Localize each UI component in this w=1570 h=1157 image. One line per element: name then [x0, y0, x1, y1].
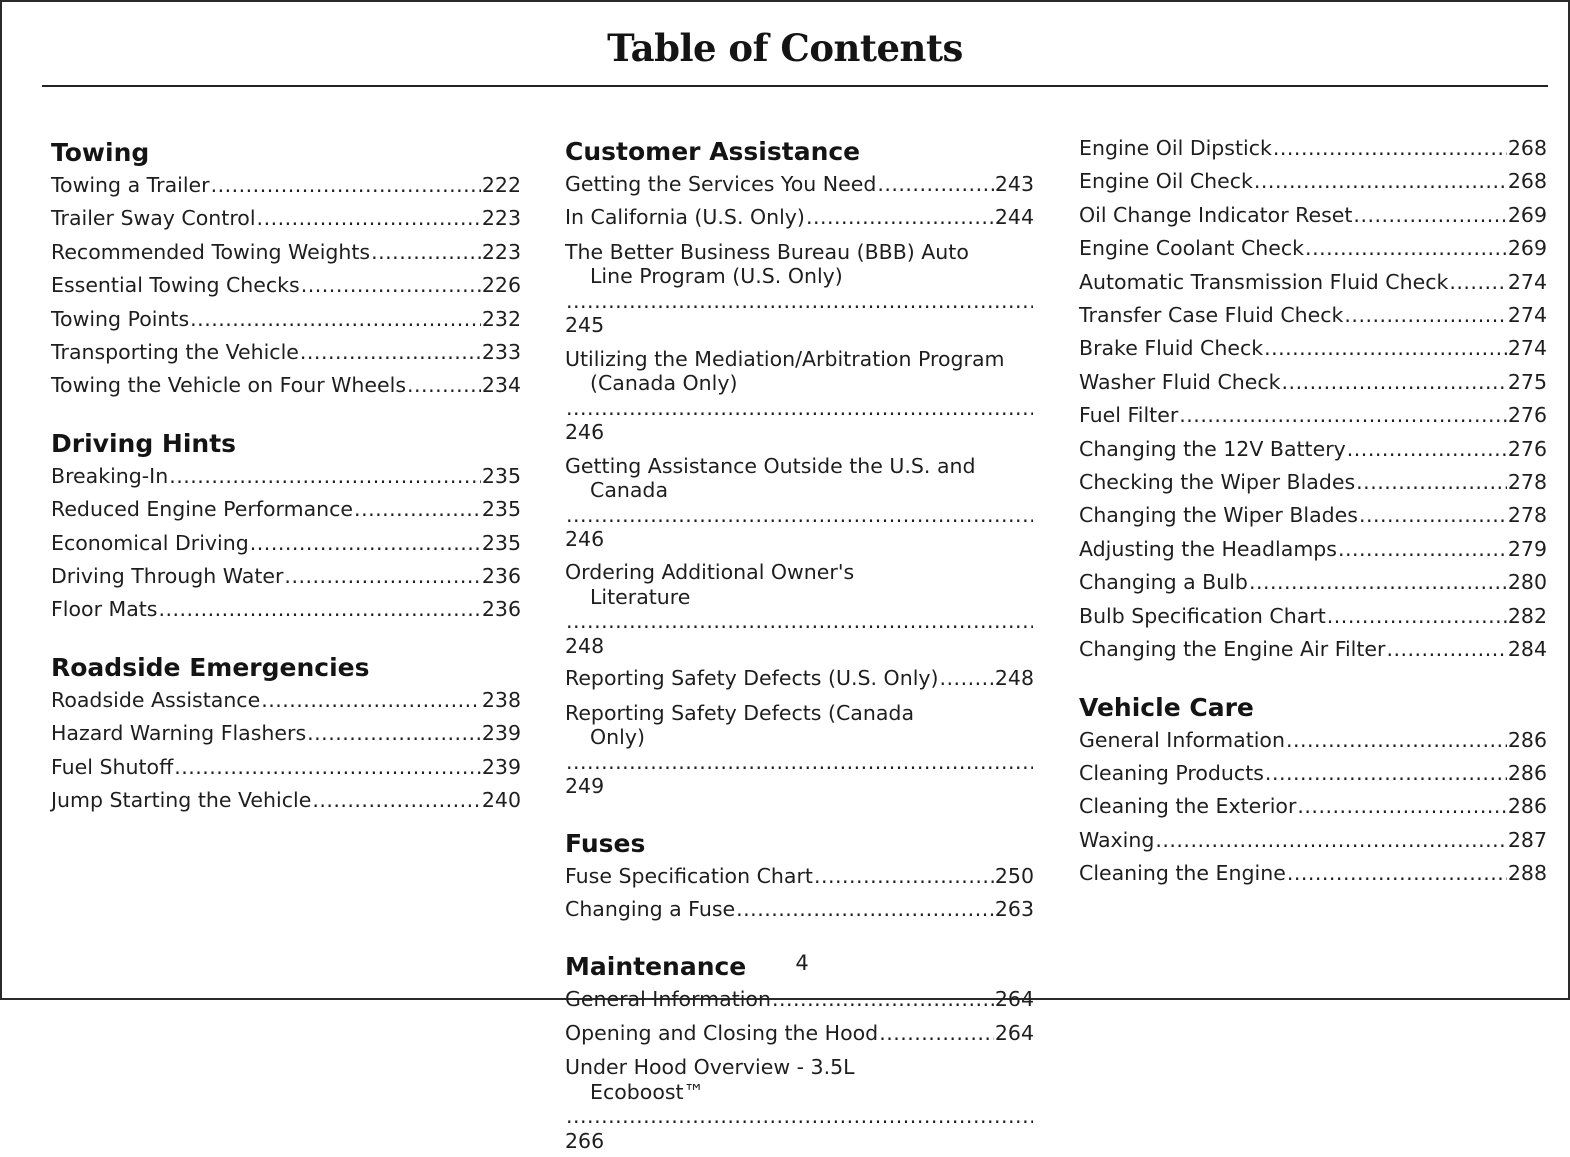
- toc-section: [1079, 132, 1547, 667]
- dot-leader: [1356, 466, 1507, 499]
- toc-entry[interactable]: [565, 555, 1034, 662]
- entry-title: Trailer Sway Control: [51, 206, 256, 231]
- toc-entry[interactable]: [51, 593, 521, 626]
- entry-page-number: 263: [994, 897, 1034, 922]
- toc-entry[interactable]: [51, 236, 521, 269]
- dot-leader: [169, 460, 481, 493]
- toc-entry[interactable]: [1079, 757, 1547, 790]
- entry-title: Getting the Services You Need: [565, 172, 877, 196]
- dot-leader: [566, 750, 1033, 775]
- toc-entry[interactable]: [51, 684, 521, 717]
- toc-entry[interactable]: [1079, 499, 1547, 532]
- dot-leader: [1265, 757, 1507, 790]
- dot-leader: [1273, 132, 1507, 165]
- toc-entry[interactable]: [1079, 299, 1547, 332]
- entry-title: Changing a Fuse: [565, 897, 736, 922]
- entry-page-number: 274: [1507, 336, 1547, 361]
- entry-page-number: 248: [565, 633, 605, 658]
- entry-page-number: 269: [1507, 236, 1547, 261]
- entry-page-number: 236: [481, 597, 521, 622]
- toc-entry[interactable]: [565, 983, 1034, 1016]
- dot-leader: [1386, 633, 1506, 666]
- dot-leader: [566, 1104, 1033, 1129]
- section-heading: Roadside Emergencies: [51, 652, 370, 682]
- entry-page-number: 274: [1507, 303, 1547, 328]
- entry-title-line-2: Canada: [590, 478, 669, 503]
- dot-leader: [1264, 332, 1507, 365]
- entry-page-number: 268: [1507, 169, 1547, 194]
- dot-leader: [284, 560, 480, 593]
- dot-leader: [250, 527, 481, 560]
- dot-leader: [566, 609, 1033, 634]
- entry-title-line-2: Only): [590, 725, 645, 750]
- entry-page-number: 235: [481, 463, 521, 488]
- dot-leader: [1287, 857, 1507, 890]
- entry-title: Adjusting the Headlamps: [1079, 536, 1337, 561]
- entry-title: Engine Oil Dipstick: [1079, 136, 1272, 160]
- entry-page-number: 249: [565, 774, 605, 799]
- dot-leader: [1344, 299, 1506, 332]
- entry-title-line-1: Reporting Safety Defects (Canada: [565, 700, 915, 725]
- toc-entry[interactable]: [51, 303, 521, 336]
- entry-title: Transporting the Vehicle: [51, 340, 299, 365]
- entry-title: Essential Towing Checks: [51, 273, 300, 298]
- dot-leader: [1449, 266, 1506, 299]
- toc-entry[interactable]: [1079, 790, 1547, 823]
- dot-leader: [1254, 165, 1507, 198]
- entry-title: Changing the 12V Battery: [1079, 436, 1346, 461]
- toc-entry[interactable]: [1079, 466, 1547, 499]
- dot-leader: [312, 784, 481, 817]
- entry-title: Cleaning the Exterior: [1079, 794, 1297, 819]
- toc-entry[interactable]: [1079, 132, 1547, 165]
- toc-section: [565, 828, 1034, 927]
- section-heading: Towing: [51, 138, 150, 167]
- toc-column-1: [51, 137, 521, 818]
- entry-title-line-1: Ordering Additional Owner's: [565, 560, 855, 585]
- dot-leader: [301, 269, 481, 302]
- toc-entry[interactable]: [565, 449, 1034, 556]
- toc-section: [51, 137, 521, 403]
- section-heading: Maintenance: [565, 952, 747, 982]
- entry-page-number: 236: [481, 564, 521, 589]
- dot-leader: [174, 751, 481, 784]
- entry-page-number: 278: [1507, 503, 1547, 528]
- entry-page-number: 238: [481, 687, 521, 712]
- toc-entry[interactable]: [51, 460, 521, 493]
- entry-page-number: 240: [481, 788, 521, 813]
- entry-title: In California (U.S. Only): [565, 205, 805, 230]
- dot-leader: [814, 860, 994, 893]
- dot-leader: [1359, 499, 1507, 532]
- entry-title: Jump Starting the Vehicle: [51, 788, 312, 813]
- entry-title: Towing the Vehicle on Four Wheels: [51, 373, 407, 398]
- entry-title: Transfer Case Fluid Check: [1079, 303, 1344, 328]
- entry-title: General Information: [565, 987, 771, 1012]
- entry-page-number: 280: [1507, 570, 1547, 595]
- entry-page-number: 264: [994, 987, 1034, 1012]
- toc-entry[interactable]: [565, 201, 1034, 234]
- toc-entry[interactable]: [565, 342, 1034, 449]
- toc-column-2: [565, 136, 1034, 1157]
- entry-page-number: 250: [994, 863, 1034, 888]
- entry-page-number: 268: [1507, 136, 1547, 160]
- entry-title: Changing the Wiper Blades: [1079, 503, 1358, 528]
- entry-title: Changing a Bulb: [1079, 570, 1248, 595]
- toc-entry[interactable]: [1079, 857, 1547, 890]
- toc-entry[interactable]: [51, 751, 521, 784]
- page-title: Table of Contents: [607, 26, 963, 70]
- dot-leader: [1347, 433, 1507, 466]
- toc-entry[interactable]: [565, 1017, 1034, 1050]
- toc-entry[interactable]: [1079, 199, 1547, 232]
- entry-title: Floor Mats: [51, 597, 158, 622]
- entry-title: Oil Change Indicator Reset: [1079, 202, 1353, 227]
- entry-title: Automatic Transmission Fluid Check: [1079, 269, 1449, 294]
- entry-title: Brake Fluid Check: [1079, 336, 1264, 361]
- entry-title: Cleaning Products: [1079, 760, 1264, 785]
- entry-title-line-2: Literature: [590, 584, 691, 609]
- toc-entry[interactable]: [51, 202, 521, 235]
- entry-page-number: 286: [1507, 727, 1547, 752]
- entry-title: Fuse Specification Chart: [565, 863, 813, 888]
- toc-entry[interactable]: [51, 717, 521, 750]
- entry-title-line-1: The Better Business Bureau (BBB) Auto: [565, 239, 969, 264]
- toc-section: [565, 136, 1034, 803]
- toc-entry[interactable]: [565, 696, 1034, 803]
- toc-entry[interactable]: [51, 493, 521, 526]
- entry-title: Changing the Engine Air Filter: [1079, 637, 1386, 662]
- dot-leader: [371, 236, 481, 269]
- toc-entry[interactable]: [51, 369, 521, 402]
- toc-entry[interactable]: [565, 235, 1034, 342]
- dot-leader: [1249, 566, 1507, 599]
- entry-title: Breaking-In: [51, 463, 169, 488]
- section-heading: Vehicle Care: [1079, 692, 1254, 722]
- entry-page-number: 266: [565, 1128, 605, 1153]
- toc-section: [51, 652, 521, 818]
- toc-entry[interactable]: [1079, 232, 1547, 265]
- entry-page-number: 239: [481, 754, 521, 779]
- title-divider: [42, 85, 1548, 87]
- dot-leader: [772, 983, 994, 1016]
- entry-title: Hazard Warning Flashers: [51, 721, 307, 746]
- dot-leader: [1282, 366, 1507, 399]
- section-heading: Fuses: [565, 828, 646, 858]
- toc-entry[interactable]: [1079, 399, 1547, 432]
- entry-page-number: 245: [565, 313, 605, 338]
- entry-page-number: 223: [481, 206, 521, 231]
- dot-leader: [1179, 399, 1507, 432]
- toc-entry[interactable]: [1079, 332, 1547, 365]
- entry-page-number: 282: [1507, 603, 1547, 628]
- dot-leader: [940, 662, 994, 695]
- entry-title-line-2: (Canada Only): [590, 371, 738, 396]
- section-heading: Driving Hints: [51, 428, 237, 458]
- entry-title: Recommended Towing Weights: [51, 239, 371, 264]
- toc-section: [565, 951, 1034, 1157]
- entry-page-number: 276: [1507, 436, 1547, 461]
- dot-leader: [407, 369, 481, 402]
- dot-leader: [261, 684, 481, 717]
- toc-entry[interactable]: [51, 336, 521, 369]
- entry-page-number: 274: [1507, 269, 1547, 294]
- entry-title: Fuel Filter: [1079, 403, 1179, 428]
- entry-page-number: 223: [481, 239, 521, 264]
- entry-title-line-1: Getting Assistance Outside the U.S. and: [565, 453, 976, 478]
- dot-leader: [354, 493, 481, 526]
- entry-page-number: 286: [1507, 794, 1547, 819]
- entry-title: Towing Points: [51, 306, 190, 331]
- dot-leader: [566, 396, 1033, 421]
- toc-section: [1079, 692, 1547, 891]
- entry-title: Waxing: [1079, 827, 1155, 852]
- entry-page-number: 278: [1507, 470, 1547, 495]
- entry-page-number: 284: [1507, 637, 1547, 662]
- dot-leader: [566, 289, 1033, 314]
- entry-title: Roadside Assistance: [51, 687, 261, 712]
- entry-title-line-2: Ecoboost™: [590, 1079, 705, 1104]
- entry-page-number: 288: [1507, 861, 1547, 886]
- entry-page-number: 276: [1507, 403, 1547, 428]
- entry-page-number: 235: [481, 530, 521, 555]
- toc-entry[interactable]: [1079, 724, 1547, 757]
- dot-leader: [300, 336, 481, 369]
- entry-title: Checking the Wiper Blades: [1079, 470, 1356, 495]
- entry-title: Driving Through Water: [51, 564, 284, 589]
- entry-title: Engine Oil Check: [1079, 169, 1253, 194]
- toc-entry[interactable]: [1079, 366, 1547, 399]
- toc-entry[interactable]: [51, 169, 521, 202]
- toc-column-3: [1079, 132, 1547, 891]
- toc-entry[interactable]: [1079, 165, 1547, 198]
- entry-page-number: 269: [1507, 202, 1547, 227]
- entry-page-number: 279: [1507, 536, 1547, 561]
- toc-entry[interactable]: [565, 860, 1034, 893]
- dot-leader: [1338, 533, 1507, 566]
- entry-title: Cleaning the Engine: [1079, 861, 1286, 886]
- dot-leader: [879, 1017, 994, 1050]
- entry-page-number: 232: [481, 306, 521, 331]
- toc-entry[interactable]: [565, 893, 1034, 926]
- entry-title: Reduced Engine Performance: [51, 497, 354, 522]
- entry-title: Engine Coolant Check: [1079, 236, 1305, 261]
- entry-title: Fuel Shutoff: [51, 754, 174, 779]
- toc-entry[interactable]: [51, 560, 521, 593]
- entry-page-number: 244: [994, 205, 1034, 230]
- entry-title: Washer Fluid Check: [1079, 369, 1281, 394]
- toc-entry[interactable]: [1079, 266, 1547, 299]
- dot-leader: [211, 169, 481, 202]
- entry-title-line-1: Utilizing the Mediation/Arbitration Program: [565, 346, 1005, 371]
- entry-page-number: 233: [481, 340, 521, 365]
- toc-entry[interactable]: [51, 784, 521, 817]
- toc-entry[interactable]: [1079, 633, 1547, 666]
- toc-entry[interactable]: [1079, 433, 1547, 466]
- entry-title: Economical Driving: [51, 530, 249, 555]
- entry-title: Towing a Trailer: [51, 173, 210, 197]
- dot-leader: [566, 503, 1033, 528]
- toc-entry[interactable]: [1079, 533, 1547, 566]
- toc-entry[interactable]: [1079, 566, 1547, 599]
- entry-title: Reporting Safety Defects (U.S. Only): [565, 666, 939, 691]
- toc-entry[interactable]: [565, 168, 1034, 201]
- toc-entry[interactable]: [1079, 824, 1547, 857]
- page-number: 4: [795, 951, 809, 975]
- dot-leader: [1155, 824, 1507, 857]
- dot-leader: [307, 717, 481, 750]
- dot-leader: [257, 202, 481, 235]
- entry-page-number: 246: [565, 420, 605, 445]
- entry-page-number: 239: [481, 721, 521, 746]
- entry-title: Bulb Specification Chart: [1079, 603, 1326, 628]
- toc-entry[interactable]: [51, 269, 521, 302]
- entry-title-line-2: Line Program (U.S. Only): [590, 264, 843, 289]
- entry-page-number: 234: [481, 373, 521, 398]
- entry-page-number: 235: [481, 497, 521, 522]
- dot-leader: [1327, 600, 1507, 633]
- dot-leader: [1297, 790, 1506, 823]
- dot-leader: [158, 593, 480, 626]
- dot-leader: [1305, 232, 1507, 265]
- entry-page-number: 264: [994, 1020, 1034, 1045]
- toc-entry[interactable]: [51, 527, 521, 560]
- entry-page-number: 246: [565, 527, 605, 552]
- toc-entry[interactable]: [565, 662, 1034, 695]
- dot-leader: [877, 168, 994, 201]
- entry-page-number: 275: [1507, 369, 1547, 394]
- dot-leader: [190, 303, 481, 336]
- dot-leader: [1286, 724, 1507, 757]
- toc-entry[interactable]: [565, 1050, 1034, 1157]
- toc-entry[interactable]: [1079, 600, 1547, 633]
- toc-section: [51, 428, 521, 627]
- entry-title: General Information: [1079, 727, 1285, 752]
- dot-leader: [1353, 199, 1506, 232]
- entry-page-number: 286: [1507, 760, 1547, 785]
- entry-page-number: 287: [1507, 827, 1547, 852]
- entry-page-number: 243: [994, 172, 1034, 196]
- dot-leader: [736, 893, 994, 926]
- entry-title: Opening and Closing the Hood: [565, 1020, 879, 1045]
- dot-leader: [806, 201, 994, 234]
- entry-title-line-1: Under Hood Overview - 3.5L: [565, 1055, 855, 1080]
- entry-page-number: 222: [481, 173, 521, 197]
- entry-page-number: 248: [994, 666, 1034, 691]
- section-heading: Customer Assistance: [565, 137, 861, 166]
- entry-page-number: 226: [481, 273, 521, 298]
